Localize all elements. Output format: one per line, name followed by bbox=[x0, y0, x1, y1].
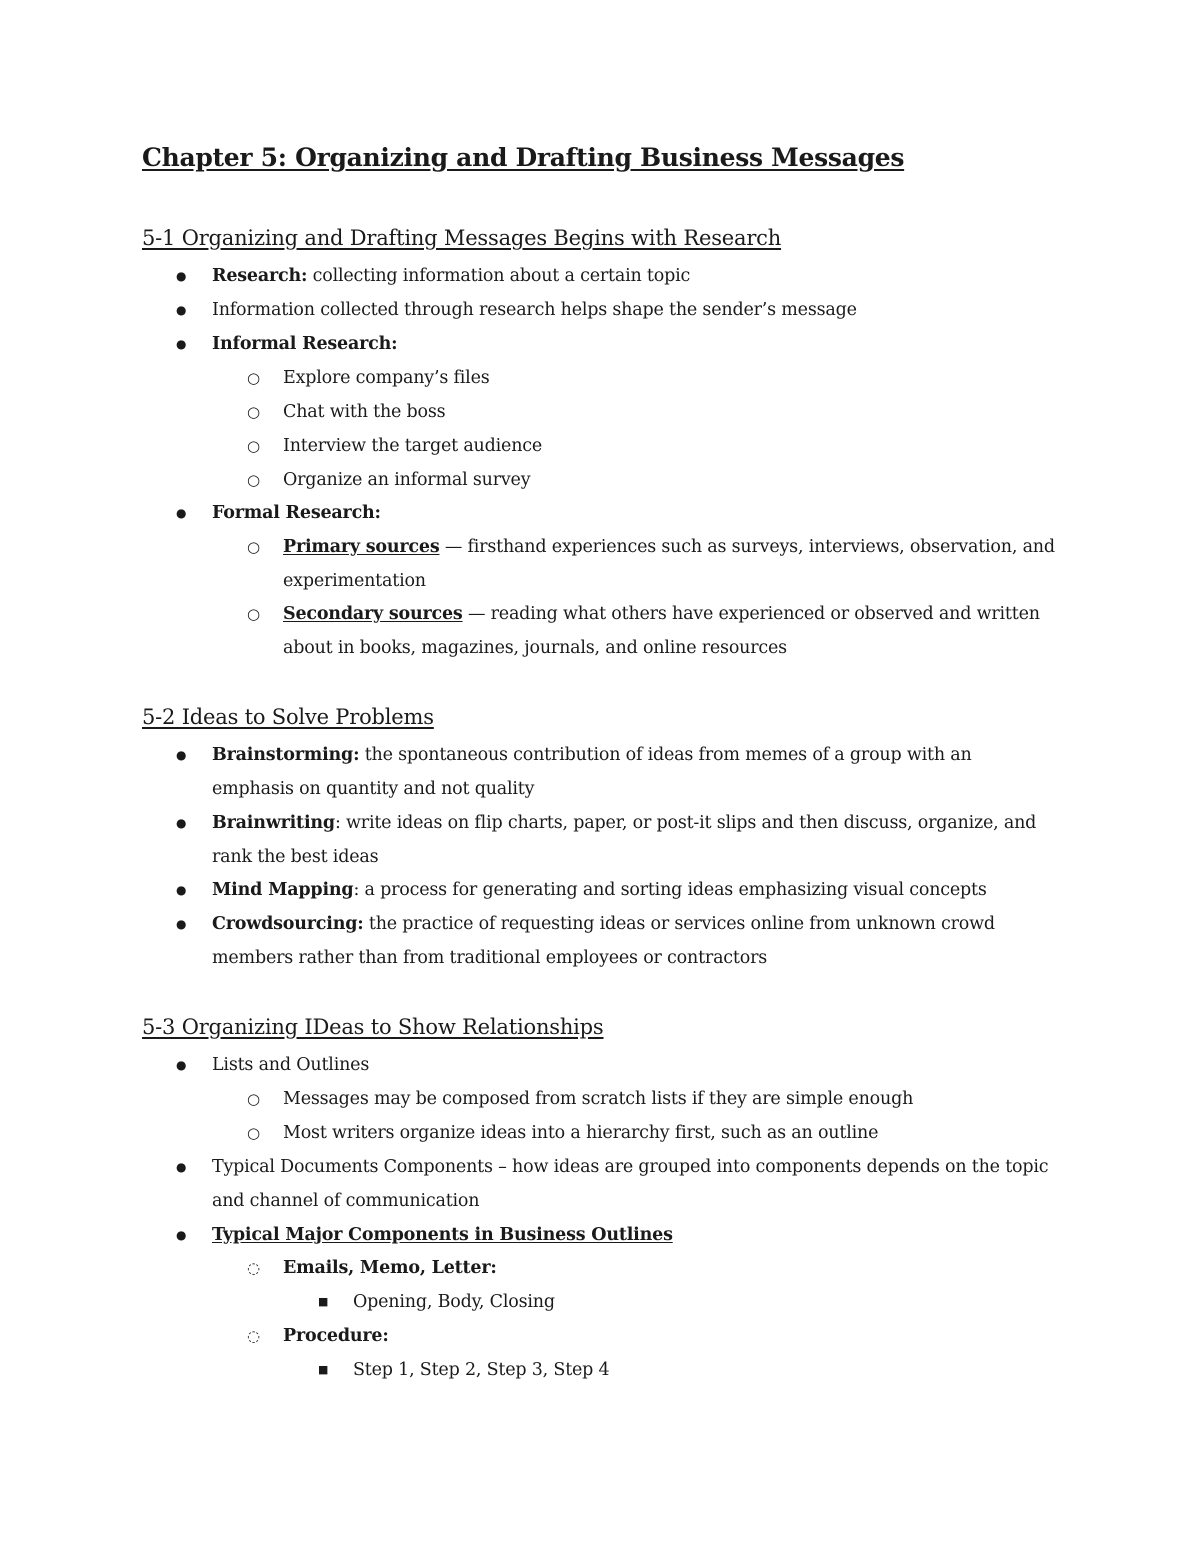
bullet-disc: ● bbox=[176, 506, 187, 520]
list-item bbox=[212, 914, 995, 934]
definition: : write ideas on flip charts, paper, or post-it slips and then discuss, organize, and bbox=[334, 813, 1037, 833]
bullet-disc: ● bbox=[176, 883, 187, 897]
list-item: Most writers organize ideas into a hierarchy first, such as an outline bbox=[283, 1123, 879, 1143]
bullet-circle: ○ bbox=[247, 369, 261, 387]
definition: — firsthand experiences such as surveys, interviews, observation, and bbox=[439, 537, 1055, 557]
bullet-circle: ○ bbox=[247, 471, 261, 489]
term: Brainwriting bbox=[212, 813, 335, 833]
bullet-circle: ○ bbox=[247, 1124, 261, 1142]
list-item bbox=[212, 1225, 673, 1245]
bullet-disc: ● bbox=[176, 303, 187, 317]
term: Brainstorming: bbox=[212, 745, 360, 765]
bullet-circle: ○ bbox=[247, 605, 261, 623]
list-item bbox=[212, 503, 381, 523]
bullet-dotted-circle: ◌ bbox=[247, 1327, 261, 1345]
list-item: Step 1, Step 2, Step 3, Step 4 bbox=[353, 1360, 610, 1380]
list-item bbox=[283, 1258, 497, 1278]
definition: the spontaneous contribution of ideas from memes of a group with an bbox=[359, 745, 972, 765]
list-item-continued: emphasis on quantity and not quality bbox=[212, 779, 535, 799]
list-item: Messages may be composed from scratch lists if they are simple enough bbox=[283, 1089, 914, 1109]
list-item: Organize an informal survey bbox=[283, 470, 531, 490]
bullet-square: ■ bbox=[318, 1363, 329, 1376]
bullet-circle: ○ bbox=[247, 437, 261, 455]
term: Informal Research: bbox=[212, 334, 398, 354]
bullet-circle: ○ bbox=[247, 1090, 261, 1108]
bullet-square: ■ bbox=[318, 1295, 329, 1308]
term: Emails, Memo, Letter: bbox=[283, 1258, 497, 1278]
list-item bbox=[283, 604, 1040, 624]
list-item-continued: rank the best ideas bbox=[212, 847, 379, 867]
bullet-disc: ● bbox=[176, 337, 187, 351]
page-title: Chapter 5: Organizing and Drafting Business Messages bbox=[142, 143, 905, 172]
list-item bbox=[212, 813, 1036, 833]
list-item: Information collected through research helps shape the sender’s message bbox=[212, 300, 857, 320]
list-item: Chat with the boss bbox=[283, 402, 446, 422]
term: Secondary sources bbox=[283, 604, 463, 624]
list-item: Typical Documents Components – how ideas are grouped into components depends on the topic bbox=[212, 1157, 1049, 1177]
term: Research: bbox=[212, 266, 308, 286]
list-item: Opening, Body, Closing bbox=[353, 1292, 555, 1312]
bullet-disc: ● bbox=[176, 269, 187, 283]
list-item-continued: experimentation bbox=[283, 571, 426, 591]
term: Crowdsourcing: bbox=[212, 914, 364, 934]
term: Formal Research: bbox=[212, 503, 381, 523]
bullet-circle: ○ bbox=[247, 403, 261, 421]
term: Procedure: bbox=[283, 1326, 389, 1346]
bullet-circle: ○ bbox=[247, 538, 261, 556]
definition: — reading what others have experienced or observed and written bbox=[462, 604, 1040, 624]
bullet-disc: ● bbox=[176, 748, 187, 762]
bullet-disc: ● bbox=[176, 1160, 187, 1174]
list-item-continued: about in books, magazines, journals, and online resources bbox=[283, 638, 787, 658]
list-item-continued: members rather than from traditional employees or contractors bbox=[212, 948, 768, 968]
list-item bbox=[283, 1326, 389, 1346]
list-item: Explore company’s files bbox=[283, 368, 490, 388]
list-item bbox=[212, 266, 690, 286]
bullet-disc: ● bbox=[176, 1058, 187, 1072]
list-item: Interview the target audience bbox=[283, 436, 543, 456]
term: Mind Mapping bbox=[212, 880, 354, 900]
list-item-continued: and channel of communication bbox=[212, 1191, 480, 1211]
definition: the practice of requesting ideas or services online from unknown crowd bbox=[363, 914, 995, 934]
definition: collecting information about a certain topic bbox=[307, 266, 691, 286]
bullet-disc: ● bbox=[176, 1228, 187, 1242]
bullet-disc: ● bbox=[176, 917, 187, 931]
bullet-disc: ● bbox=[176, 816, 187, 830]
section-heading-5-3: 5-3 Organizing IDeas to Show Relationships bbox=[142, 1015, 604, 1039]
list-item bbox=[212, 334, 397, 354]
definition: : a process for generating and sorting ideas emphasizing visual concepts bbox=[353, 880, 987, 900]
term: Primary sources bbox=[283, 537, 440, 557]
section-heading-5-2: 5-2 Ideas to Solve Problems bbox=[142, 705, 434, 729]
term: Typical Major Components in Business Outlines bbox=[212, 1225, 673, 1245]
list-item bbox=[283, 537, 1055, 557]
list-item bbox=[212, 745, 972, 765]
bullet-dotted-circle: ◌ bbox=[247, 1259, 261, 1277]
list-item bbox=[212, 880, 987, 900]
section-heading-5-1: 5-1 Organizing and Drafting Messages Begins with Research bbox=[142, 226, 782, 250]
list-item: Lists and Outlines bbox=[212, 1055, 370, 1075]
